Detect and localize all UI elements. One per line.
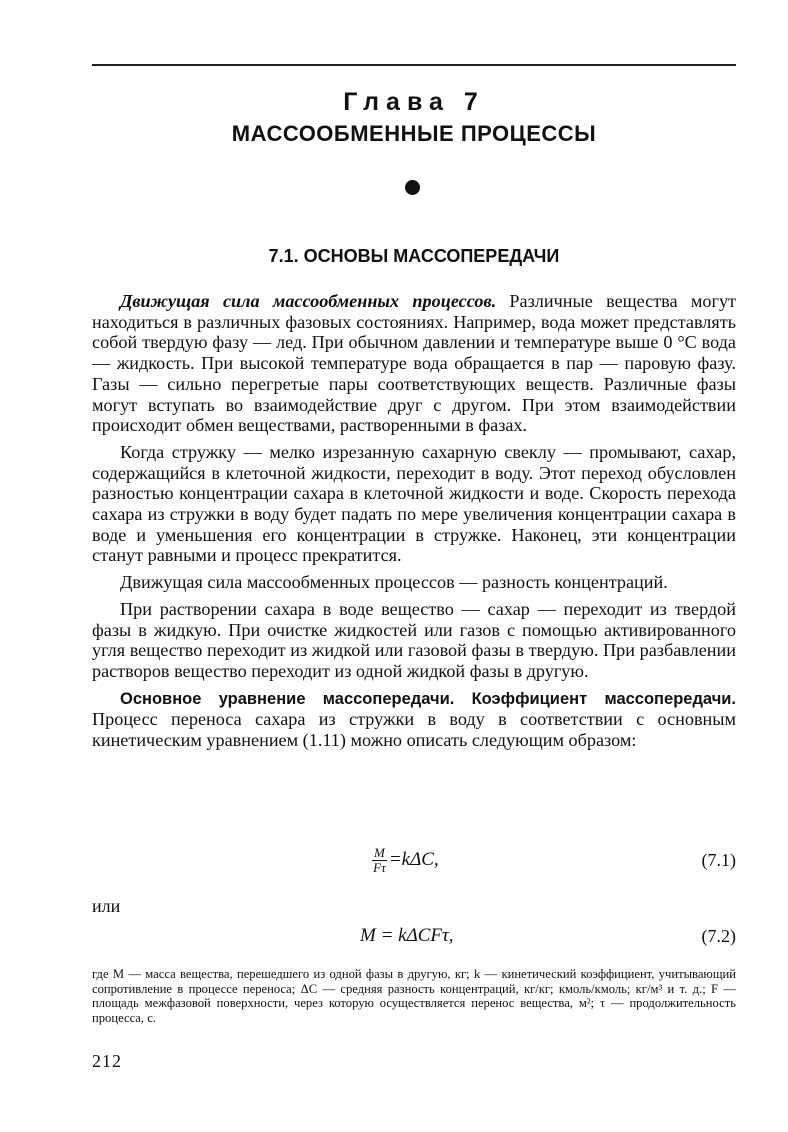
paragraph: При растворении сахара в воде вещество — сахар — переходит из твердой фазы в жидкую. При очистке жидкостей или газов с помощью активированного угля вещество переходит из жидкой или газовой фазы в твердую. При разбавлении растворов вещество переходит из одной жидкой фазы в другую.: [92, 598, 736, 681]
equation-number: (7.1): [701, 849, 736, 870]
paragraph: Движущая сила массообменных процессов — разность концентраций.: [120, 572, 668, 593]
chapter-label: Глава 7: [343, 88, 485, 116]
equation-7-1: [92, 840, 736, 880]
run-in-heading: Основное уравнение массопередачи. Коэффициент массопередачи.: [120, 689, 736, 708]
footnote: где M — масса вещества, перешедшего из одной фазы в другую, кг; k — кинетический коэффициент, учитывающий сопротивление в процессе переноса; ΔC — средняя разность концентраций, кг/кг; кмоль/кмоль; кг/м³ и т. д.; F — площадь межфазовой поверхности, через которую осуществляется перенос вещества, м²; τ — продолжительность процесса, с.: [92, 967, 736, 1025]
paragraph: [92, 291, 736, 436]
paragraph: [92, 688, 736, 751]
equation-body: [372, 840, 439, 880]
fraction-numerator: M: [374, 844, 385, 860]
fraction: [372, 846, 387, 875]
equation-7-2: [92, 916, 736, 956]
body-text: [92, 291, 736, 757]
paragraph-text: Процесс переноса сахара из стружки в воду в соответствии с основным кинетическим уравнением (1.11) можно описать следующим образом:: [92, 709, 736, 751]
paragraph: Когда стружку — мелко изрезанную сахарную свеклу — промывают, сахар, содержащийся в клеточной жидкости, переходит в воду. Этот переход обусловлен разностью концентрации сахара в клеточной жидкости и воде. Скорость перехода сахара из стружки в воду будет падать по мере увеличения концентрации сахара в воде и уменьшения его концентрации в стружке. Наконец, эти концентрации станут равными и процесс прекратится.: [92, 441, 736, 566]
page-number: 212: [92, 1051, 122, 1071]
connector-word: или: [92, 896, 121, 916]
equation-number: (7.2): [701, 925, 736, 946]
equation-body: M = kΔCFτ,: [360, 925, 454, 946]
run-in-heading: Движущая сила массообменных процессов.: [120, 291, 497, 311]
bullet-ornament: [405, 180, 420, 195]
section-heading: 7.1. ОСНОВЫ МАССОПЕРЕДАЧИ: [268, 246, 560, 266]
paragraph-text: Различные вещества могут находиться в различных фазовых состояниях. Например, вода может представлять собой твердую фазу — лед. При обычном давлении и температуре выше 0 °С вода — жидкость. При высокой температуре вода обращается в пар — паровую фазу. Газы — сильно перегретые пары соответствующих веществ. Различные фазы могут вступать во взаимодействие друг с другом. При этом взаимодействии происходит обмен веществами, растворенными в фазах.: [92, 291, 737, 436]
chapter-title: МАССООБМЕННЫЕ ПРОЦЕССЫ: [231, 121, 597, 146]
equation-rhs: =kΔC,: [388, 849, 439, 870]
fraction-denominator: Fτ: [373, 859, 386, 875]
header-rule: [92, 64, 736, 66]
